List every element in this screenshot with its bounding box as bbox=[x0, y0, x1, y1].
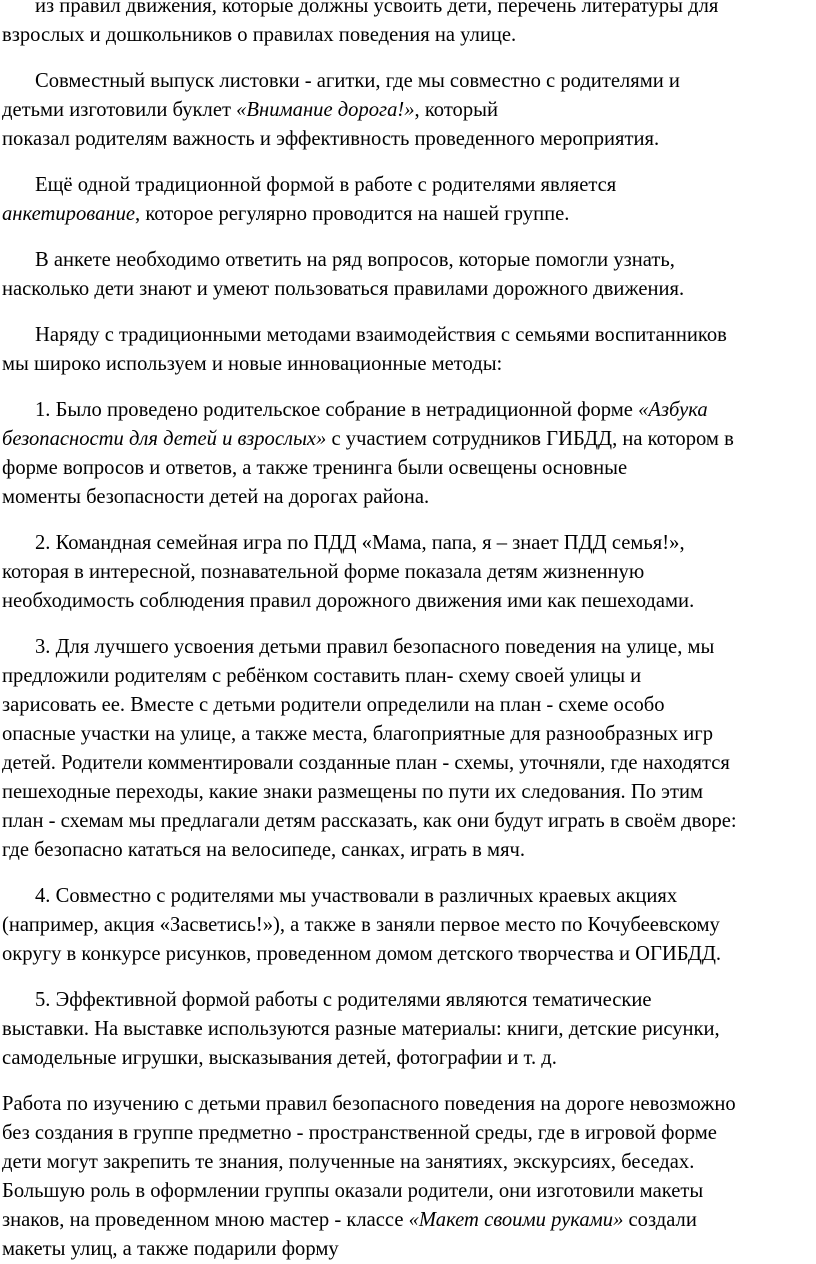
text-line bbox=[2, 778, 810, 807]
text-run: самодельные игрушки, высказывания детей, фотографии и т. д. bbox=[2, 1047, 557, 1069]
text-run: знаков, на проведенном мною мастер - классе bbox=[2, 1209, 409, 1231]
text-run: Совместный выпуск листовки - агитки, где мы совместно с родителями и bbox=[35, 70, 680, 92]
text-run: , который bbox=[414, 99, 499, 121]
text-run: Большую роль в оформлении группы оказали родители, они изготовили макеты bbox=[2, 1180, 704, 1202]
text-line bbox=[2, 529, 810, 558]
paragraph-item-3 bbox=[2, 633, 810, 865]
text-line bbox=[2, 836, 810, 865]
text-line bbox=[2, 1235, 810, 1264]
text-run: опасные участки на улице, а также места, благоприятные для разнообразных игр bbox=[2, 723, 714, 745]
text-run: Наряду с традиционными методами взаимодействия с семьями воспитанников bbox=[35, 324, 727, 346]
text-run: предложили родителям с ребёнком составить план- схему своей улицы и bbox=[2, 665, 642, 687]
text-run: 3. Для лучшего усвоения детьми правил безопасного поведения на улице, мы bbox=[35, 636, 715, 658]
text-run: насколько дети знают и умеют пользоваться правилами дорожного движения. bbox=[2, 278, 685, 300]
text-run: детьми изготовили буклет bbox=[2, 99, 237, 121]
text-line bbox=[2, 662, 810, 691]
text-line bbox=[2, 1044, 810, 1073]
text-line bbox=[2, 807, 810, 836]
italic-term: анкетирование bbox=[2, 203, 136, 225]
text-run: зарисовать ее. Вместе с детьми родители определили на план - схеме особо bbox=[2, 694, 665, 716]
text-run: округу в конкурсе рисунков, проведенном домом детского творчества и ОГИБДД. bbox=[2, 943, 722, 965]
paragraph bbox=[2, 246, 810, 304]
text-line bbox=[2, 275, 810, 304]
text-run: В анкете необходимо ответить на ряд вопросов, которые помогли узнать, bbox=[35, 249, 675, 271]
text-run: где безопасно кататься на велосипеде, санках, играть в мяч. bbox=[2, 839, 526, 861]
text-run: Ещё одной традиционной формой в работе с родителями является bbox=[35, 174, 617, 196]
paragraph-item-2 bbox=[2, 529, 810, 616]
text-run: из правил движения, которые должны усвоить дети, перечень литературы для bbox=[35, 0, 719, 17]
text-run: дети могут закрепить те знания, полученные на занятиях, экскурсиях, беседах. bbox=[2, 1151, 695, 1173]
text-line bbox=[2, 125, 810, 154]
text-line bbox=[2, 425, 810, 454]
paragraph bbox=[2, 0, 810, 50]
italic-title: «Внимание дорога!» bbox=[236, 99, 415, 121]
text-line bbox=[2, 0, 810, 21]
text-run: необходимость соблюдения правил дорожного движения ими как пешеходами. bbox=[2, 590, 695, 612]
text-run: с участием сотрудников ГИБДД, на котором в bbox=[326, 428, 734, 450]
text-run: выставки. На выставке используются разные материалы: книги, детские рисунки, bbox=[2, 1018, 720, 1040]
text-line bbox=[2, 1148, 810, 1177]
text-line bbox=[2, 940, 810, 969]
text-line bbox=[2, 350, 810, 379]
paragraph bbox=[2, 321, 810, 379]
text-run: показал родителям важность и эффективность проведенного мероприятия. bbox=[2, 128, 660, 150]
text-line bbox=[2, 1015, 810, 1044]
italic-title: безопасности для детей и взрослых» bbox=[2, 428, 327, 450]
text-line bbox=[2, 911, 810, 940]
text-line bbox=[2, 246, 810, 275]
paragraph bbox=[2, 67, 810, 154]
paragraph bbox=[2, 1090, 810, 1264]
text-run: , которое регулярно проводится на нашей группе. bbox=[135, 203, 570, 225]
text-run: 1. Было проведено родительское собрание в нетрадиционной форме bbox=[35, 399, 639, 421]
text-run: 2. Командная семейная игра по ПДД «Мама, папа, я – знает ПДД семья!», bbox=[35, 532, 685, 554]
text-run: мы широко используем и новые инновационные методы: bbox=[2, 353, 503, 375]
text-line bbox=[2, 720, 810, 749]
text-run: 5. Эффективной формой работы с родителями являются тематические bbox=[35, 989, 652, 1011]
text-run: которая в интересной, познавательной форме показала детям жизненную bbox=[2, 561, 645, 583]
text-run: 4. Совместно с родителями мы участвовали в различных краевых акциях bbox=[35, 885, 678, 907]
text-line bbox=[2, 691, 810, 720]
text-line bbox=[2, 587, 810, 616]
paragraph-item-5 bbox=[2, 986, 810, 1073]
text-line bbox=[2, 171, 810, 200]
text-line bbox=[2, 67, 810, 96]
text-line bbox=[2, 1119, 810, 1148]
text-line bbox=[2, 882, 810, 911]
text-run: (например, акция «Засветись!»), а также в заняли первое место по Кочубеевскому bbox=[2, 914, 720, 936]
text-line bbox=[2, 1177, 810, 1206]
paragraph-item-1 bbox=[2, 396, 810, 512]
text-run: детей. Родители комментировали созданные план - схемы, уточняли, где находятся bbox=[2, 752, 730, 774]
text-line bbox=[2, 21, 810, 50]
text-line bbox=[2, 986, 810, 1015]
text-line bbox=[2, 1090, 810, 1119]
text-run: моменты безопасности детей на дорогах района. bbox=[2, 486, 430, 508]
text-line bbox=[2, 321, 810, 350]
text-line bbox=[2, 96, 810, 125]
text-run: взрослых и дошкольников о правилах поведения на улице. bbox=[2, 24, 517, 46]
text-line bbox=[2, 1206, 810, 1235]
italic-title: «Азбука bbox=[638, 399, 708, 421]
text-line bbox=[2, 396, 810, 425]
paragraph bbox=[2, 171, 810, 229]
text-run: макеты улиц, а также подарили форму bbox=[2, 1238, 339, 1260]
text-line bbox=[2, 483, 810, 512]
text-run: план - схемам мы предлагали детям рассказать, как они будут играть в своём дворе: bbox=[2, 810, 737, 832]
text-line bbox=[2, 749, 810, 778]
text-run: пешеходные переходы, какие знаки размещены по пути их следования. По этим bbox=[2, 781, 704, 803]
text-run: Работа по изучению с детьми правил безопасного поведения на дороге невозможно bbox=[2, 1093, 736, 1115]
text-line bbox=[2, 200, 810, 229]
text-line bbox=[2, 633, 810, 662]
text-run: без создания в группе предметно - пространственной среды, где в игровой форме bbox=[2, 1122, 717, 1144]
text-line bbox=[2, 454, 810, 483]
text-run: создали bbox=[623, 1209, 697, 1231]
paragraph-item-4 bbox=[2, 882, 810, 969]
italic-title: «Макет своими руками» bbox=[408, 1209, 624, 1231]
text-run: форме вопросов и ответов, а также тренинга были освещены основные bbox=[2, 457, 628, 479]
text-line bbox=[2, 558, 810, 587]
